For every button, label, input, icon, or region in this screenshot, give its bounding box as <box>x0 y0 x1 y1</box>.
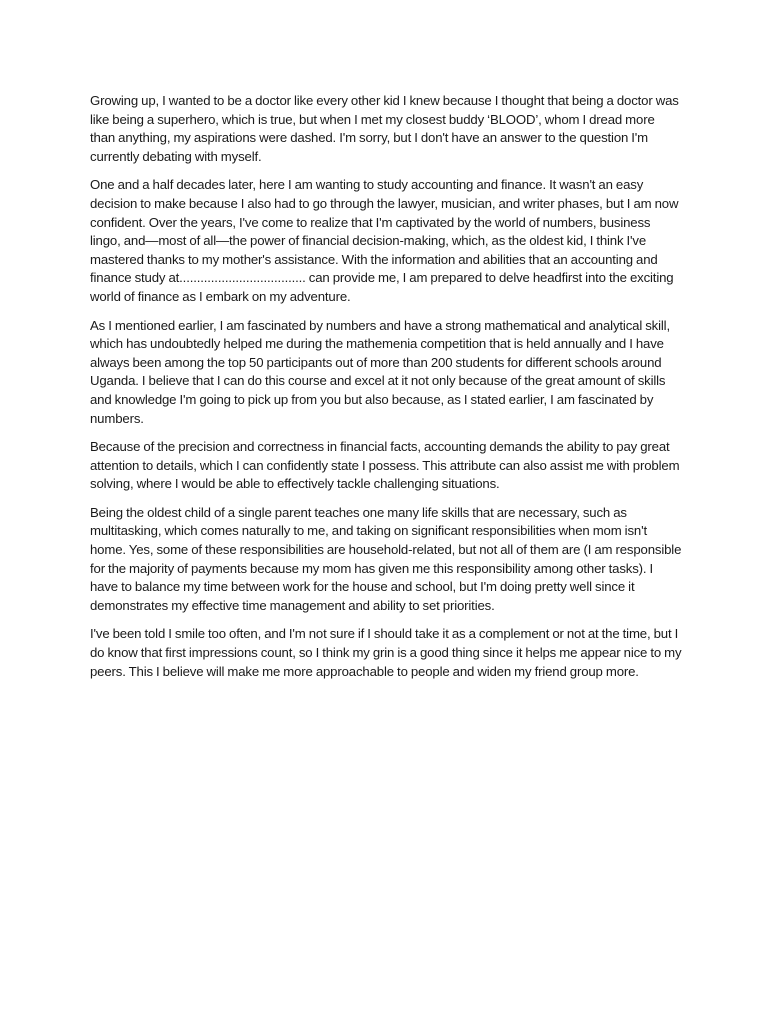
paragraph-childhood: Growing up, I wanted to be a doctor like every other kid I knew because I thought that being a doctor was like being a superhero, which is true, but when I met my closest buddy ‘BLOOD’, whom I dread more than anything, my aspirations were dashed. I'm sorry, but I don't have an answer to the question I'm currently debating with myself. <box>90 93 679 164</box>
paragraph-personality: I've been told I smile too often, and I'm not sure if I should take it as a complement or not at the time, but I do know that first impressions count, so I think my grin is a good thing since it helps me appear nice to my peers. This I believe will make me more approachable to people and widen my friend group more. <box>90 626 682 679</box>
document-body <box>90 92 682 691</box>
paragraph-numbers-skill: As I mentioned earlier, I am fascinated by numbers and have a strong mathematical and analytical skill, which has undoubtedly helped me during the mathemenia competition that is held annually and I have always been among the top 50 participants out of more than 200 students for different schools around Uganda. I believe that I can do this course and excel at it not only because of the great amount of skills and knowledge I'm going to pick up from you but also because, as I stated earlier, I am fascinated by numbers. <box>90 317 670 426</box>
paragraph-life-skills: Being the oldest child of a single parent teaches one many life skills that are necessary, such as multitasking, which comes naturally to me, and taking on significant responsibilities when mom isn't home. Yes, some of these responsibilities are household-related, but not all of them are (I am responsible for the majority of payments because my mom has given me this responsibility among other tasks). I have to balance my time between work for the house and school, but I'm doing pretty well since it demonstrates my effective time management and ability to set priorities. <box>90 504 682 613</box>
paragraph-attention-to-detail: Because of the precision and correctness in financial facts, accounting demands the ability to pay great attention to details, which I can confidently state I possess. This attribute can also assist me with problem solving, where I would be able to effectively tackle challenging situations. <box>90 439 680 492</box>
paragraph-accounting-choice: One and a half decades later, here I am wanting to study accounting and finance. It wasn't an easy decision to make because I also had to go through the lawyer, musician, and writer phases, but I am now confident. Over the years, I've come to realize that I'm captivated by the world of numbers, business lingo, and—most of all—the power of financial decision-making, which, as the oldest kid, I think I've mastered thanks to my mother's assistance. With the information and abilities that an accounting and finance study at.................................... can provide me, I am prepared to delve headfirst into the exciting world of finance as I embark on my adventure. <box>90 177 679 304</box>
